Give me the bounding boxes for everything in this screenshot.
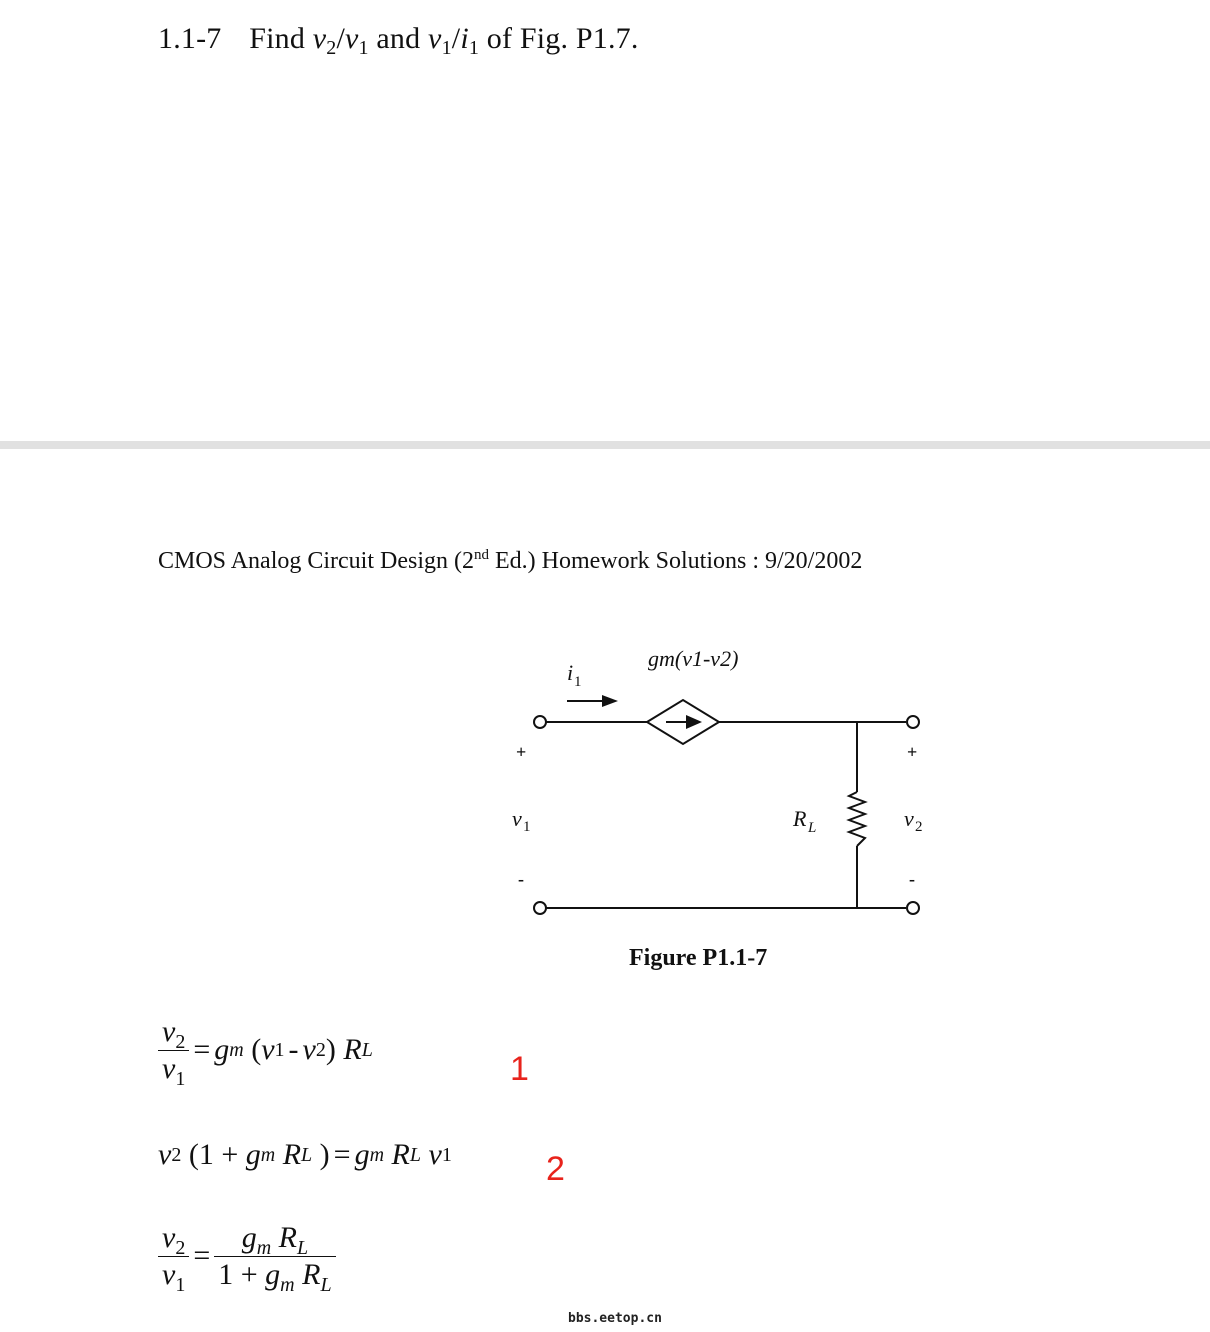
problem-v1b: v	[428, 22, 442, 55]
rl-label: R	[793, 806, 807, 831]
eq3-rhs-num-g: g	[241, 1221, 257, 1254]
eq3-lhs-fraction	[158, 1221, 189, 1296]
eq3-rhs-fraction	[214, 1221, 335, 1296]
eq1-equals: =	[193, 1033, 211, 1066]
eq3-lhs-den: v	[162, 1257, 176, 1291]
page-separator	[0, 441, 1210, 449]
eq3-rhs-num-r: R	[278, 1221, 297, 1254]
eq1-paren-open: (	[251, 1033, 262, 1066]
eq2-paren-open: (1 +	[188, 1138, 239, 1171]
problem-v1b-sub: 1	[441, 37, 452, 59]
eq1-lhs-den: v	[162, 1051, 176, 1085]
v2-label: v	[904, 806, 914, 831]
minus-in: -	[518, 869, 524, 889]
eq2-rl: R	[282, 1138, 302, 1171]
v1-label: v	[512, 806, 522, 831]
problem-find-word: Find	[249, 22, 306, 55]
eq3-equals: =	[193, 1239, 211, 1272]
eq2-equals: =	[333, 1138, 351, 1171]
eq3-rhs-num-g-sub: m	[256, 1237, 272, 1259]
header-sup: nd	[474, 547, 489, 563]
problem-i1: i	[460, 22, 469, 55]
eq3-lhs-num-sub: 2	[175, 1237, 186, 1259]
equation-1: $\frac{v_2}{v_1}$ = g m ( v 1 - v 2 ) R L	[158, 1016, 373, 1084]
eq2-gm: g	[245, 1138, 261, 1171]
eq1-v2: v	[302, 1033, 316, 1066]
plus-out: +	[907, 742, 918, 762]
problem-statement	[158, 22, 639, 59]
eq3-lhs-bar	[158, 1256, 189, 1257]
eq3-rhs-den-r: R	[302, 1257, 321, 1291]
header-post: Ed.) Homework Solutions : 9/20/2002	[489, 548, 863, 574]
plus-in: +	[516, 742, 527, 762]
eq1-lhs-num-sub: 2	[175, 1031, 186, 1053]
eq2-rl2: R	[391, 1138, 410, 1171]
eq3-rhs-den-one: 1 +	[218, 1257, 258, 1291]
problem-tail: of Fig. P1.7.	[486, 22, 639, 55]
red-marker-2: 2	[546, 1150, 565, 1188]
current-arrow-head	[602, 695, 618, 707]
rl-label-sub: L	[808, 820, 817, 836]
eq2-gm2: g	[354, 1138, 370, 1171]
terminal-in-top	[534, 716, 546, 728]
problem-slash-2: /	[451, 22, 461, 55]
eq3-rhs-den-g-sub: m	[280, 1273, 295, 1296]
v2-label-sub: 2	[915, 819, 923, 835]
problem-and-word: and	[376, 22, 421, 55]
minus-out: -	[909, 869, 915, 889]
eq2-v1: v	[428, 1138, 442, 1171]
equation-2: v 2 (1 + g m R L ) = g m R L v 1	[158, 1138, 452, 1171]
v1-label-sub: 1	[523, 819, 531, 835]
header-pre: CMOS Analog Circuit Design (2	[158, 548, 474, 574]
eq1-lhs-fraction	[158, 1015, 189, 1090]
eq1-gm: g	[214, 1033, 230, 1066]
problem-number: 1.1-7	[158, 22, 222, 55]
red-marker-1: 1	[510, 1050, 529, 1088]
eq2-v2: v	[158, 1138, 172, 1171]
resistor-zigzag	[849, 792, 865, 846]
eq1-minus: -	[288, 1033, 299, 1066]
current-label-sub: 1	[574, 674, 582, 690]
watermark: bbs.eetop.cn	[568, 1311, 662, 1326]
eq1-rl: R	[343, 1033, 362, 1066]
problem-v1-sub: 1	[358, 37, 369, 59]
source-arrow-head	[686, 715, 702, 729]
eq3-lhs-den-sub: 1	[175, 1273, 186, 1296]
eq1-fraction-bar	[158, 1050, 189, 1051]
page-header	[158, 548, 862, 575]
problem-v2: v	[312, 22, 327, 55]
circuit-diagram	[490, 630, 950, 930]
current-label: i	[567, 660, 574, 685]
terminal-out-bottom	[907, 902, 919, 914]
problem-v2-sub: 2	[326, 37, 337, 59]
problem-i1-sub: 1	[468, 37, 480, 59]
equation-3	[158, 1221, 336, 1296]
eq3-rhs-bar	[214, 1256, 335, 1257]
eq1-v1: v	[261, 1033, 275, 1066]
problem-v1: v	[345, 22, 359, 55]
eq3-rhs-den-g: g	[265, 1257, 281, 1291]
eq3-rhs-num-r-sub: L	[296, 1237, 309, 1259]
figure-caption: Figure P1.1-7	[629, 945, 768, 971]
terminal-out-top	[907, 716, 919, 728]
problem-slash: /	[336, 22, 345, 55]
terminal-in-bottom	[534, 902, 546, 914]
eq3-lhs-num: v	[162, 1221, 176, 1254]
eq3-rhs-den-r-sub: L	[320, 1273, 332, 1296]
eq1-lhs-den-sub: 1	[175, 1067, 186, 1090]
source-label: gm(v1-v2)	[648, 646, 739, 671]
eq2-paren-close: )	[319, 1138, 330, 1171]
eq1-lhs-num: v	[162, 1015, 176, 1048]
eq1-paren-close: )	[325, 1033, 336, 1066]
